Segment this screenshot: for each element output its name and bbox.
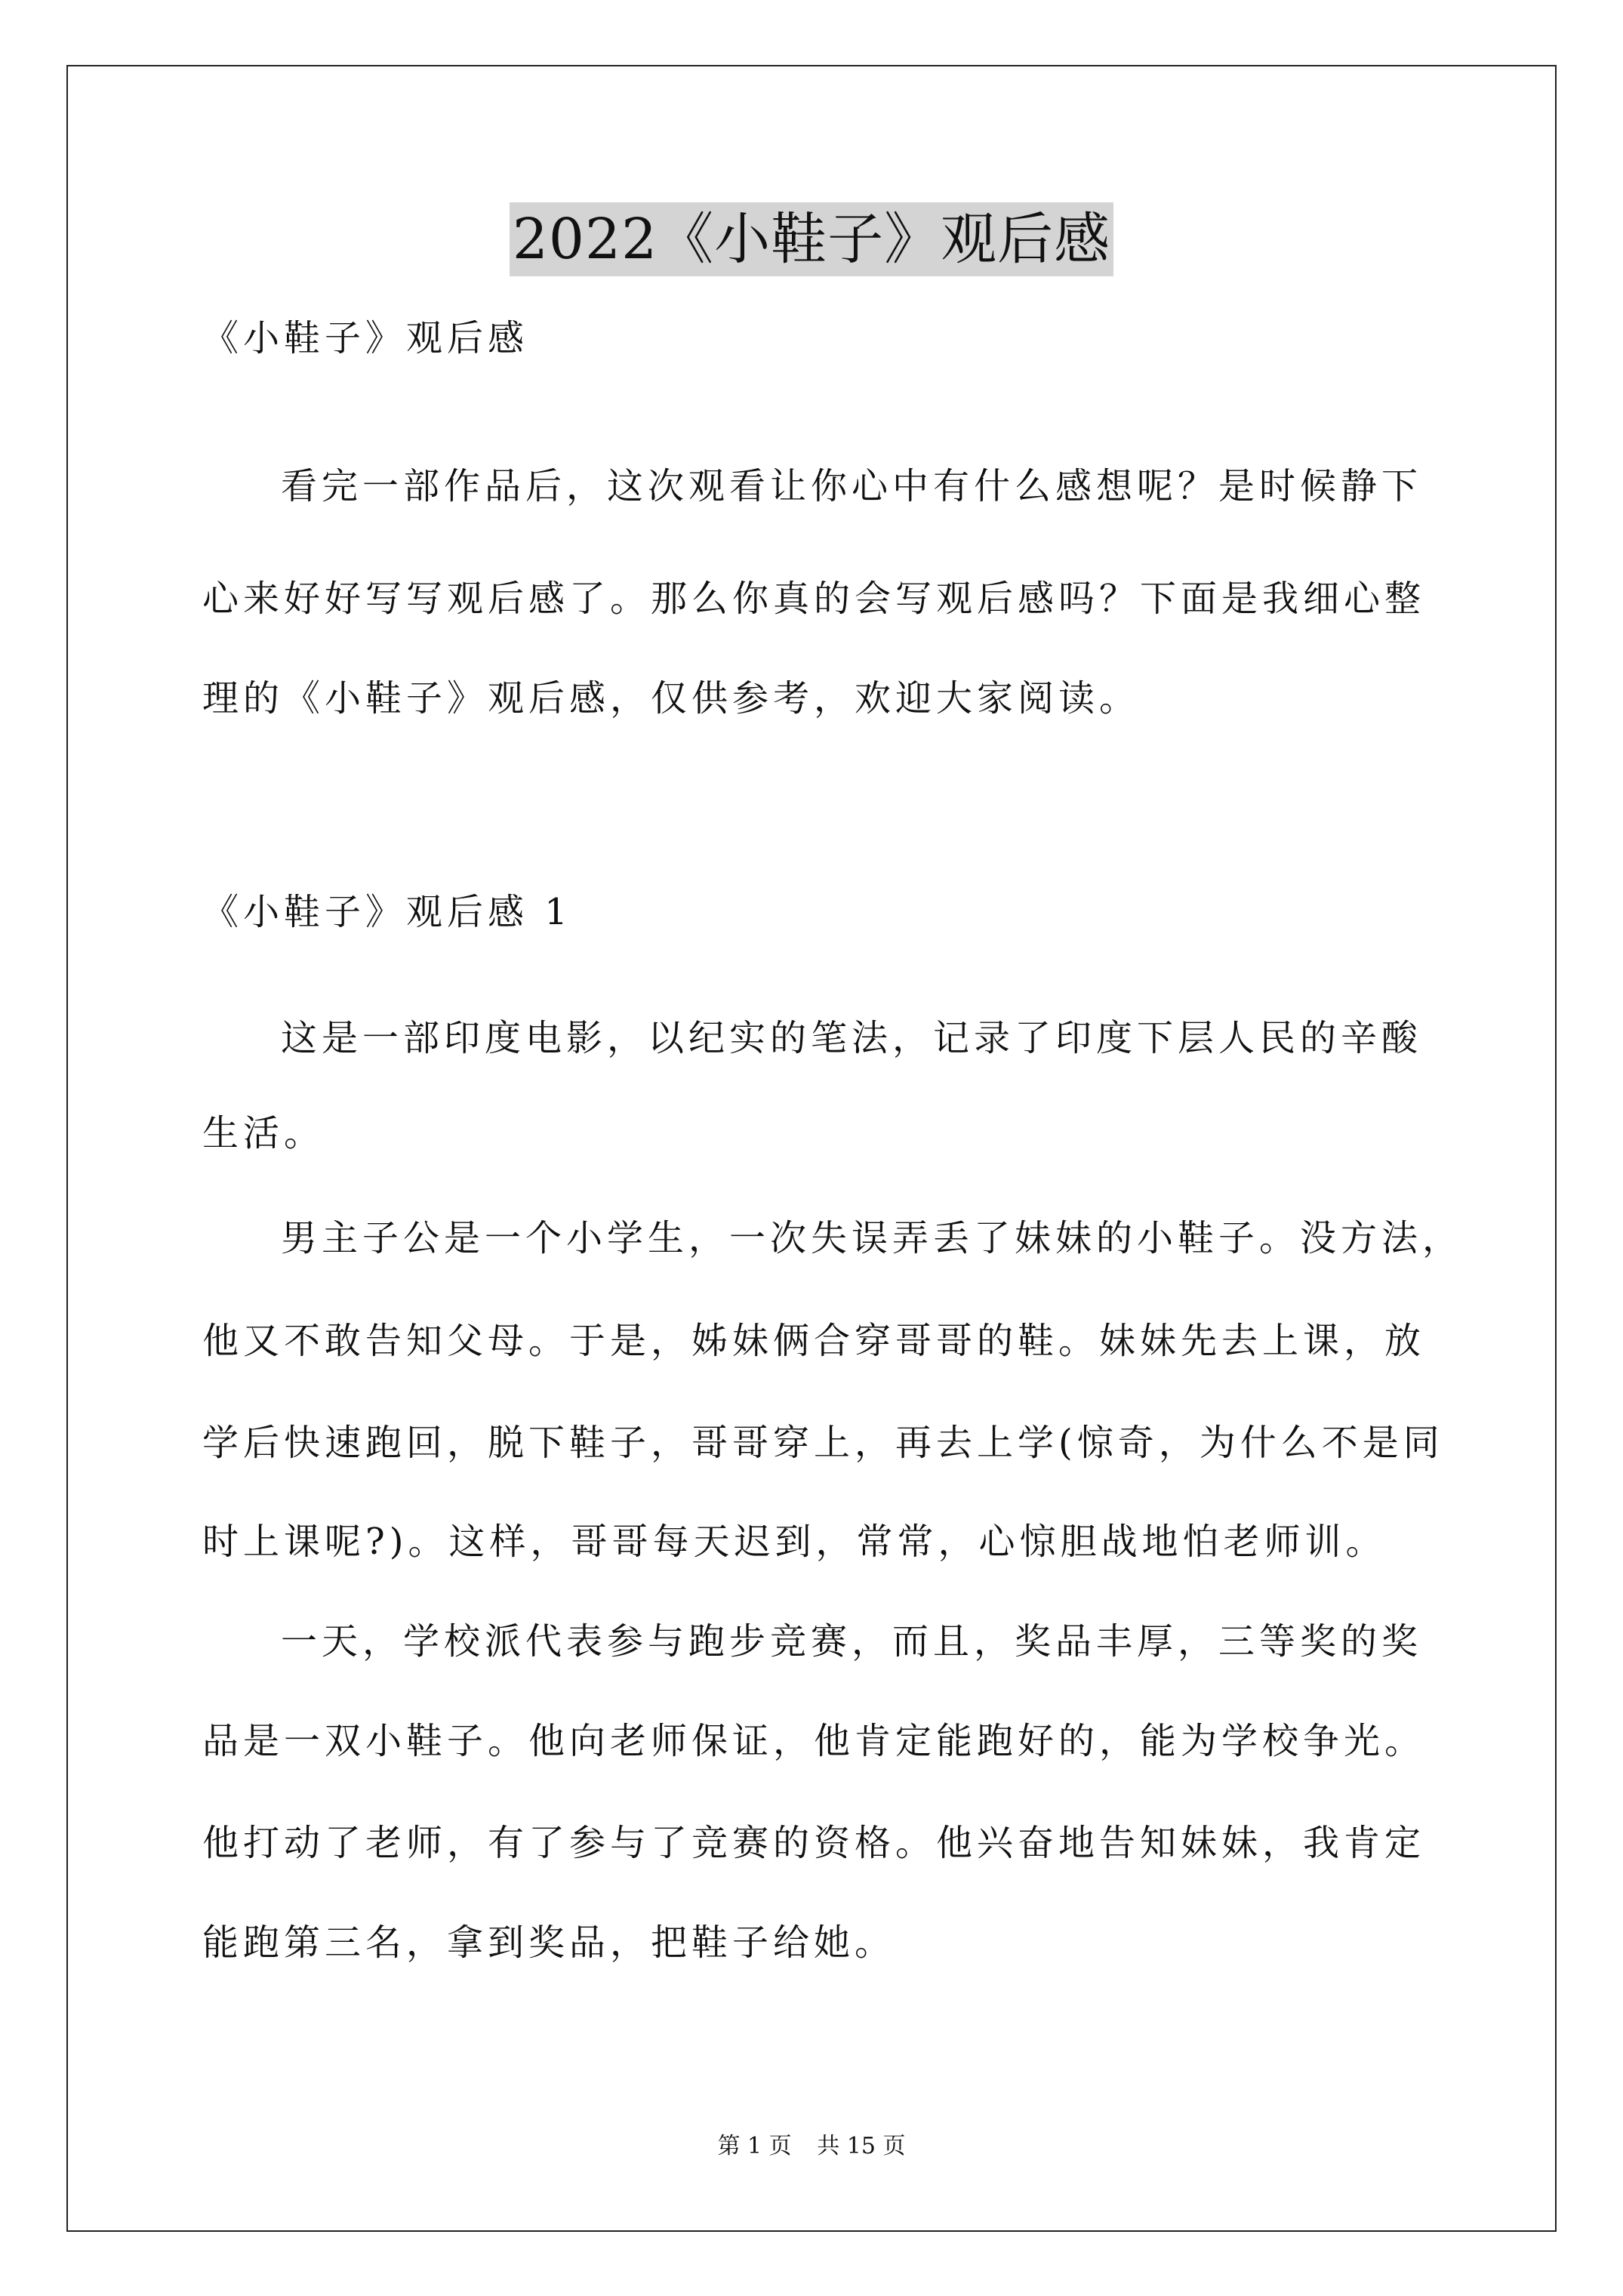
paragraph-line: 时上课呢?)。这样，哥哥每天迟到，常常，心惊胆战地怕老师训。: [202, 1521, 1387, 1563]
section-heading: 《小鞋子》观后感 1: [202, 891, 572, 933]
paragraph-line: 能跑第三名，拿到奖品，把鞋子给她。: [202, 1922, 896, 1964]
intro-line: 心来好好写写观后感了。那么你真的会写观后感吗？下面是我细心整: [202, 578, 1426, 620]
paragraph-line: 男主子公是一个小学生，一次失误弄丢了妹妹的小鞋子。没方法，: [281, 1217, 1464, 1259]
paragraph-line: 品是一双小鞋子。他向老师保证，他肯定能跑好的，能为学校争光。: [202, 1720, 1426, 1762]
intro-line: 看完一部作品后，这次观看让你心中有什么感想呢？是时候静下: [281, 465, 1423, 507]
paragraph-line: 他打动了老师，有了参与了竞赛的资格。他兴奋地告知妹妹，我肯定: [202, 1822, 1426, 1864]
paragraph-line: 一天，学校派代表参与跑步竞赛，而且，奖品丰厚，三等奖的奖: [281, 1620, 1423, 1663]
title-container: [0, 202, 1623, 276]
paragraph-line: 学后快速跑回，脱下鞋子，哥哥穿上，再去上学(惊奇，为什么不是同: [202, 1422, 1444, 1464]
page-total: 共 15 页: [817, 2133, 906, 2159]
subtitle: 《小鞋子》观后感: [202, 317, 529, 359]
paragraph-line: 这是一部印度电影，以纪实的笔法，记录了印度下层人民的辛酸: [281, 1017, 1423, 1059]
paragraph-line: 他又不敢告知父母。于是，姊妹俩合穿哥哥的鞋。妹妹先去上课，放: [202, 1320, 1426, 1362]
paragraph-line: 生活。: [202, 1112, 325, 1154]
intro-line: 理的《小鞋子》观后感，仅供参考，欢迎大家阅读。: [202, 677, 1141, 720]
page-footer: [0, 2131, 1623, 2162]
page-number: 第 1 页: [717, 2133, 792, 2159]
document-title: 2022《小鞋子》观后感: [510, 202, 1113, 276]
